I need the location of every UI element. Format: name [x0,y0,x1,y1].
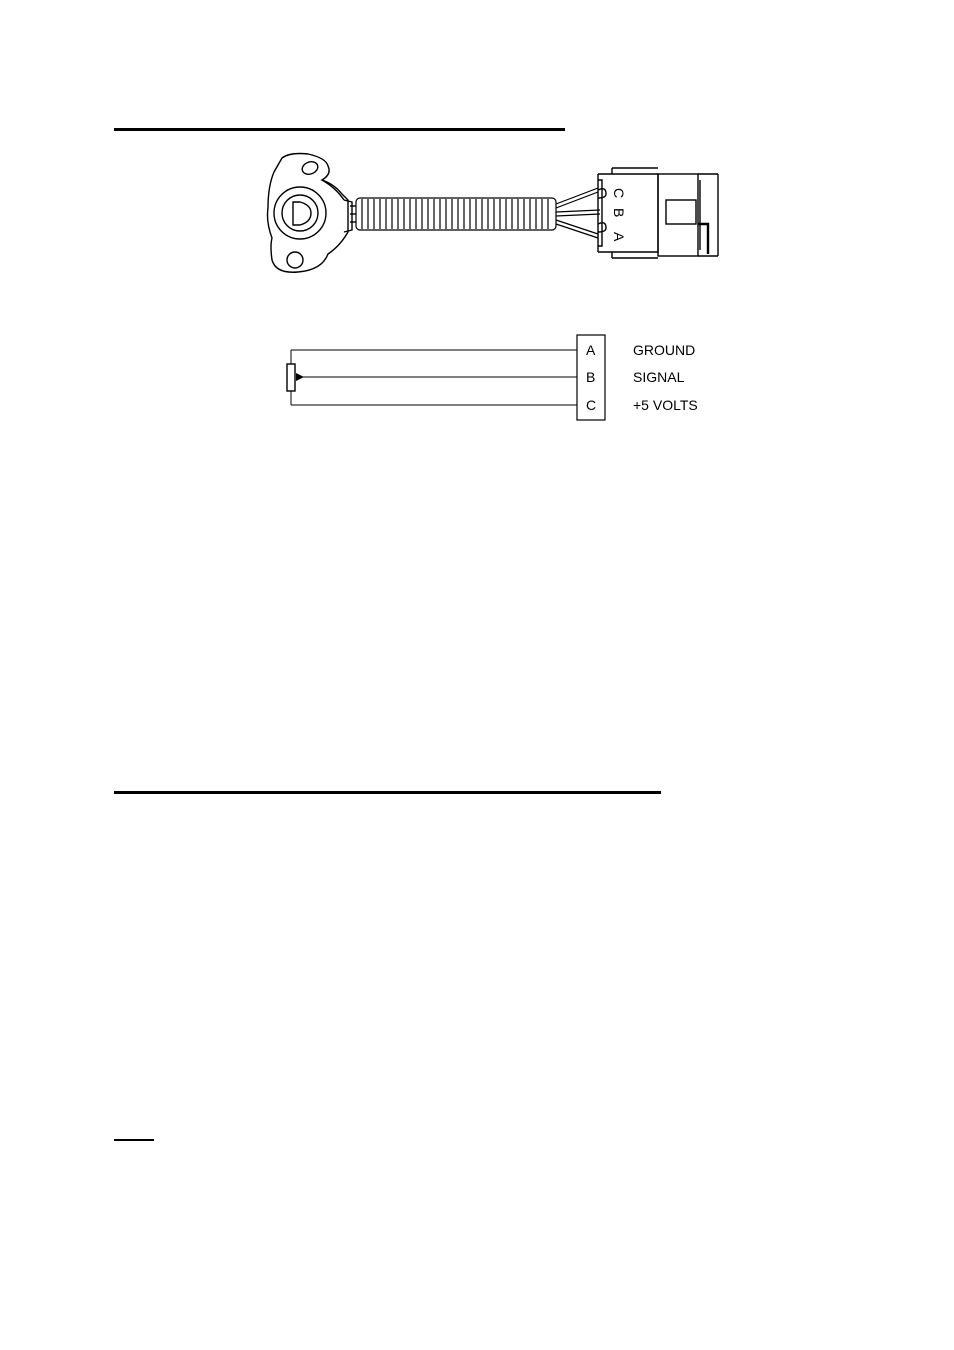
shaft-d-slot [293,202,311,225]
sensor-body-outline [268,154,349,273]
section-rule-top [114,128,565,131]
connector-pin-b-label: B [611,208,627,218]
corrugated-harness [356,198,556,230]
note-underline [114,1139,154,1141]
throttle-position-sensor-illustration [262,150,724,276]
schematic-pin-b: B [586,369,596,385]
top-mount-hole [300,160,319,177]
connector-wires [556,188,600,238]
schematic-pin-c: C [586,397,597,413]
bottom-mount-hole [287,252,303,268]
connector-pin-a-label: A [611,232,627,242]
function-ground: GROUND [633,342,696,358]
potentiometer-symbol [287,364,295,391]
schematic-pin-a: A [586,342,596,358]
function-plus-5-volts: +5 VOLTS [633,397,698,413]
connector-pin-c-label: C [611,188,627,199]
tps-wiring-schematic [280,330,720,426]
section-rule-middle [114,791,661,794]
function-signal: SIGNAL [633,369,685,385]
